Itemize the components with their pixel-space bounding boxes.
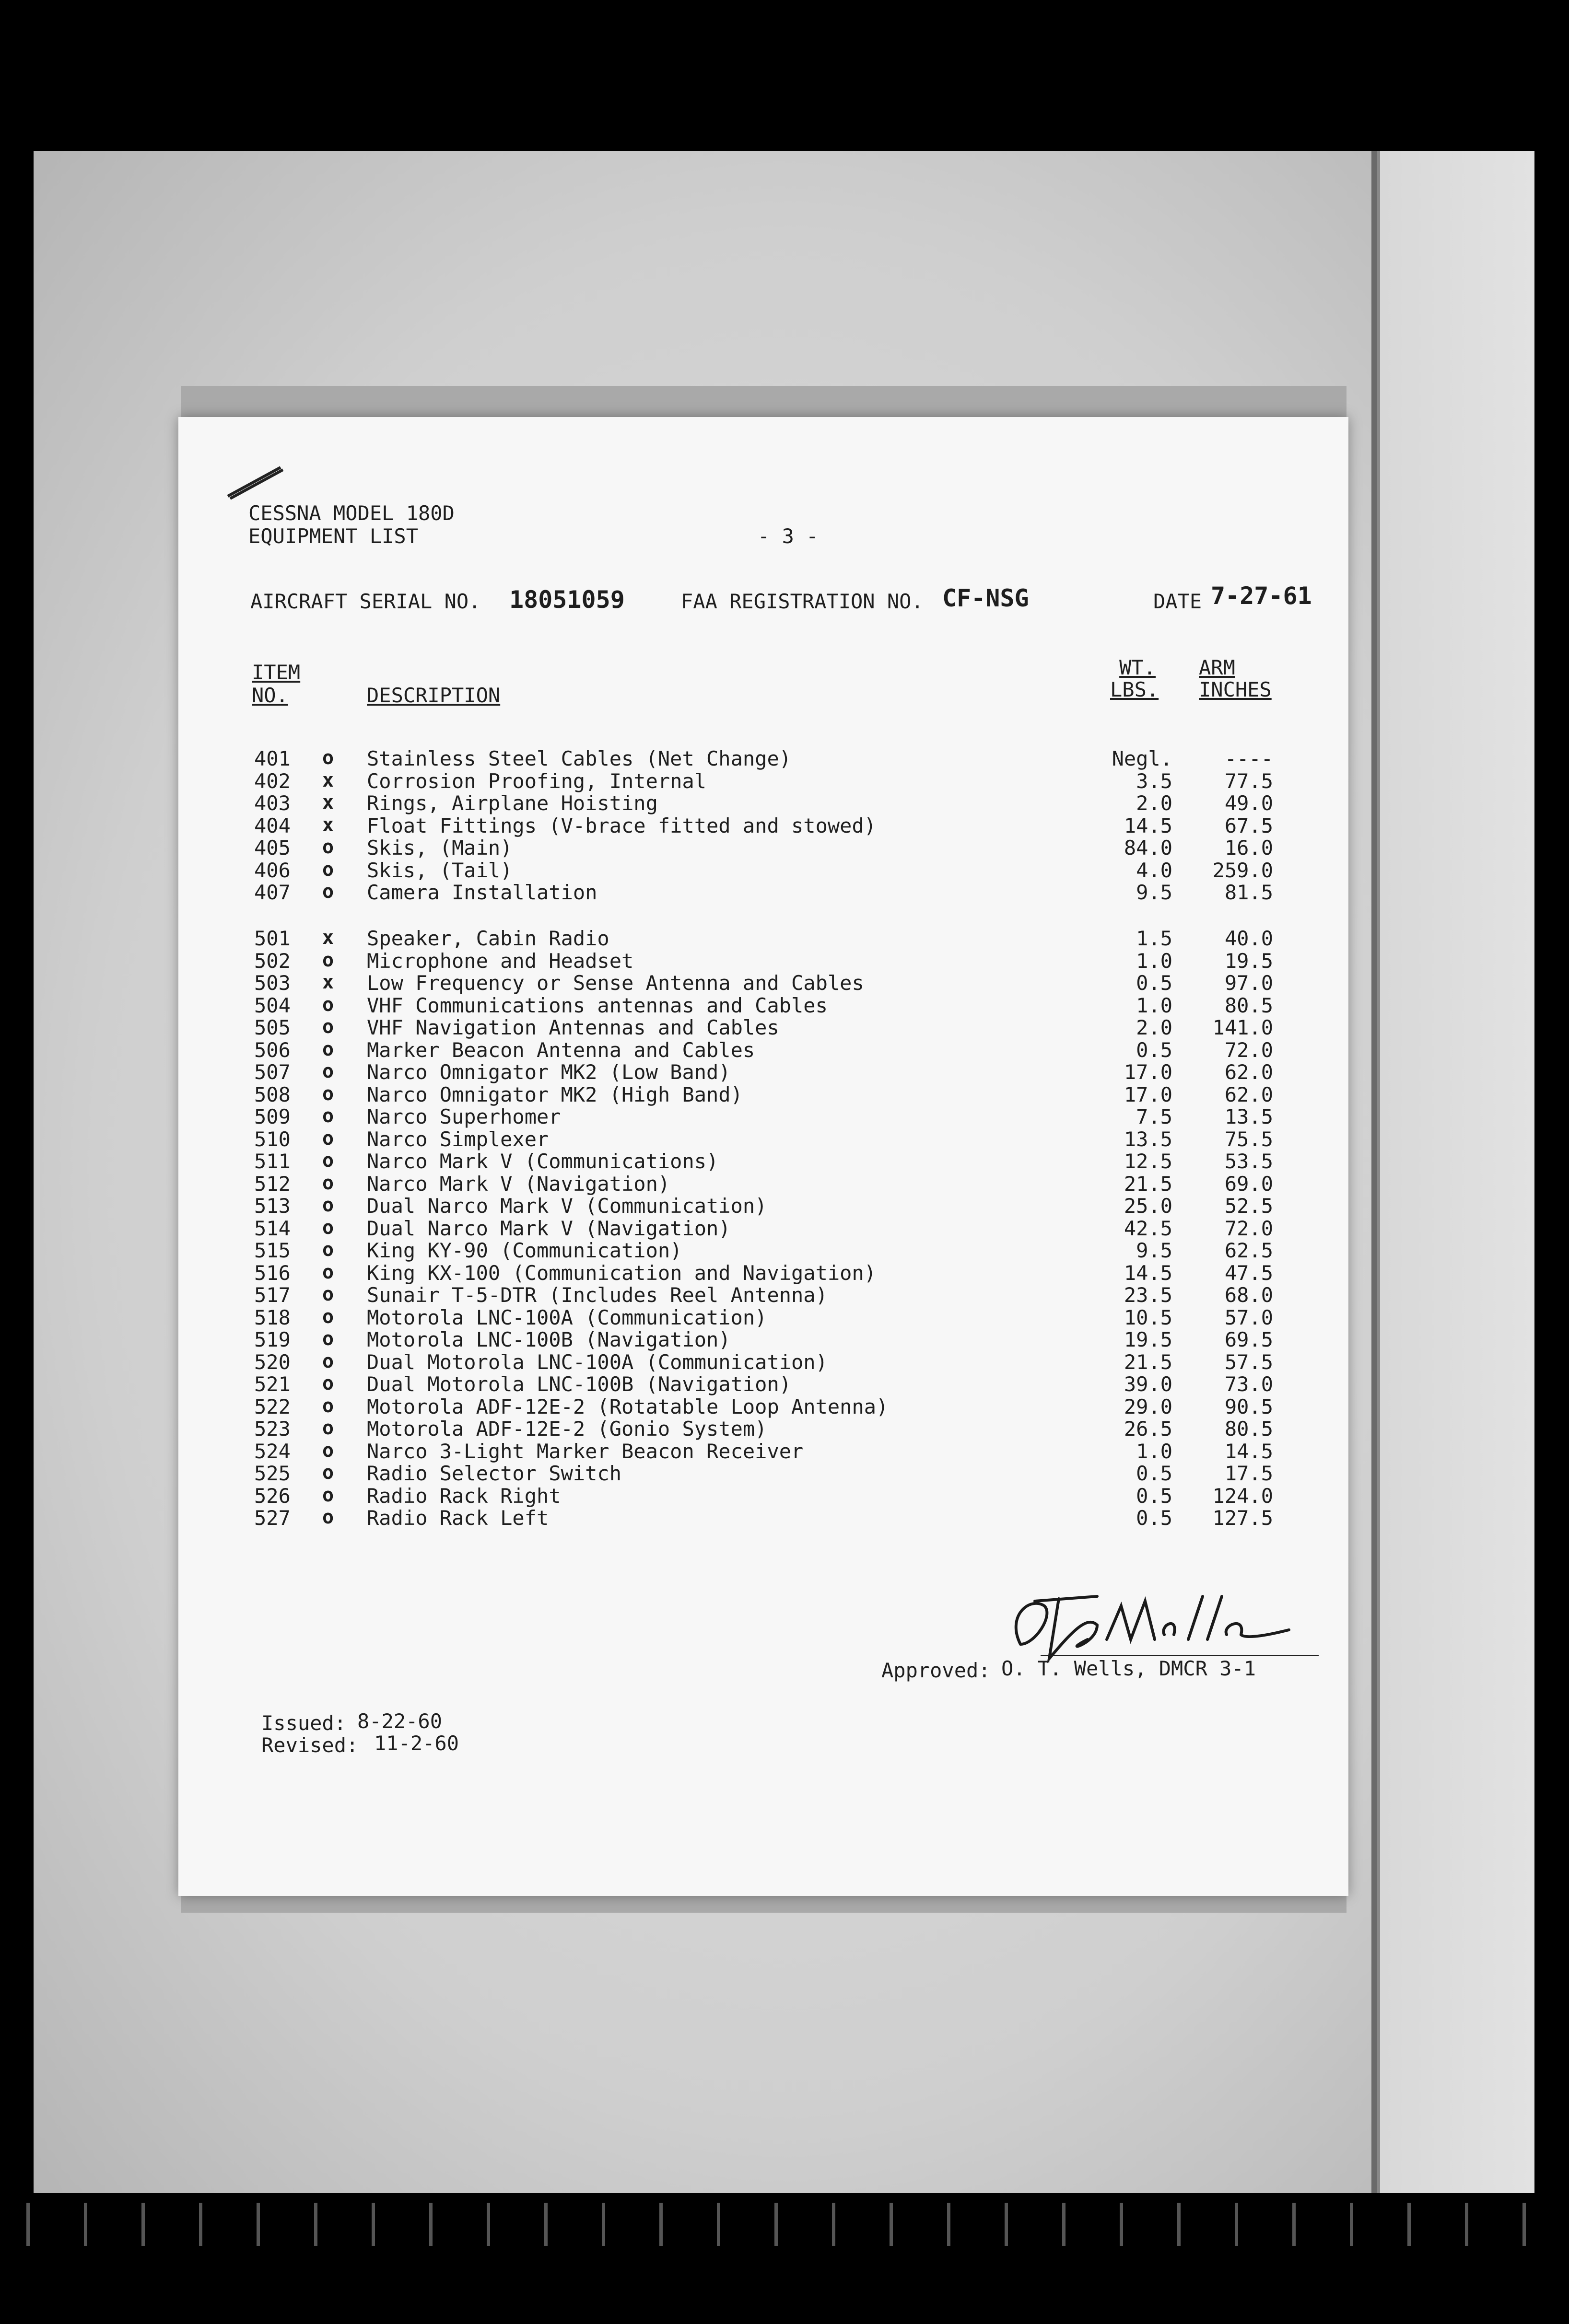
item-arm: ---- bbox=[1224, 747, 1273, 770]
optional-mark: o bbox=[322, 1328, 334, 1350]
item-arm: 19.5 bbox=[1224, 949, 1273, 973]
item-weight: 1.0 bbox=[1136, 993, 1172, 1017]
item-no: 512 bbox=[254, 1172, 291, 1196]
item-weight: 9.5 bbox=[1136, 1239, 1172, 1262]
item-no: 520 bbox=[254, 1350, 291, 1374]
item-no: 407 bbox=[254, 881, 291, 904]
item-no: 510 bbox=[254, 1127, 291, 1151]
item-arm: 124.0 bbox=[1212, 1484, 1273, 1508]
item-no: 509 bbox=[254, 1105, 291, 1128]
col-wt-line2: LBS. bbox=[1110, 678, 1159, 701]
item-weight: 84.0 bbox=[1124, 836, 1172, 860]
optional-mark: o bbox=[322, 1127, 334, 1150]
item-arm: 81.5 bbox=[1224, 881, 1273, 904]
item-no: 513 bbox=[254, 1194, 291, 1218]
item-arm: 90.5 bbox=[1224, 1394, 1273, 1418]
item-arm: 80.5 bbox=[1224, 993, 1273, 1017]
item-weight: 29.0 bbox=[1124, 1394, 1172, 1418]
item-description: Dual Motorola LNC-100B (Navigation) bbox=[367, 1372, 792, 1396]
item-description: King KX-100 (Communication and Navigation) bbox=[367, 1261, 877, 1285]
item-description: Speaker, Cabin Radio bbox=[367, 927, 609, 950]
optional-mark: o bbox=[322, 949, 334, 971]
optional-mark: o bbox=[322, 1150, 334, 1172]
item-description: VHF Communications antennas and Cables bbox=[367, 993, 828, 1017]
optional-mark: o bbox=[322, 747, 334, 769]
item-weight: 14.5 bbox=[1124, 1261, 1172, 1285]
list-title: EQUIPMENT LIST bbox=[248, 524, 419, 548]
item-description: Float Fittings (V-brace fitted and stowed) bbox=[367, 813, 877, 837]
item-no: 522 bbox=[254, 1394, 291, 1418]
item-weight: 10.5 bbox=[1124, 1305, 1172, 1329]
item-weight: 1.0 bbox=[1136, 1439, 1172, 1463]
item-no: 521 bbox=[254, 1372, 291, 1396]
revised-value: 11-2-60 bbox=[374, 1731, 459, 1755]
item-arm: 77.5 bbox=[1224, 769, 1273, 793]
optional-mark: o bbox=[322, 1261, 334, 1283]
required-mark: x bbox=[322, 927, 334, 949]
item-arm: 62.0 bbox=[1224, 1060, 1273, 1084]
optional-mark: o bbox=[322, 1417, 334, 1439]
item-no: 507 bbox=[254, 1060, 291, 1084]
item-arm: 73.0 bbox=[1224, 1372, 1273, 1396]
item-description: Sunair T-5-DTR (Includes Reel Antenna) bbox=[367, 1283, 828, 1307]
item-description: Stainless Steel Cables (Net Change) bbox=[367, 747, 792, 770]
required-mark: x bbox=[322, 791, 334, 813]
item-no: 519 bbox=[254, 1328, 291, 1351]
col-item-line1: ITEM bbox=[252, 661, 301, 684]
item-arm: 72.0 bbox=[1224, 1038, 1273, 1062]
optional-mark: o bbox=[322, 1283, 334, 1305]
item-weight: 21.5 bbox=[1124, 1350, 1172, 1374]
item-description: Marker Beacon Antenna and Cables bbox=[367, 1038, 755, 1062]
item-weight: 17.0 bbox=[1124, 1060, 1172, 1084]
item-weight: 7.5 bbox=[1136, 1105, 1172, 1128]
item-weight: 19.5 bbox=[1124, 1328, 1172, 1351]
item-no: 524 bbox=[254, 1439, 291, 1463]
optional-mark: o bbox=[322, 1394, 334, 1417]
item-description: Low Frequency or Sense Antenna and Cables bbox=[367, 971, 864, 995]
item-weight: 0.5 bbox=[1136, 1462, 1172, 1485]
item-arm: 16.0 bbox=[1224, 836, 1273, 860]
item-weight: 0.5 bbox=[1136, 1484, 1172, 1508]
optional-mark: o bbox=[322, 881, 334, 903]
item-arm: 52.5 bbox=[1224, 1194, 1273, 1218]
item-no: 525 bbox=[254, 1462, 291, 1485]
item-no: 405 bbox=[254, 836, 291, 860]
optional-mark: o bbox=[322, 1305, 334, 1328]
item-weight: Negl. bbox=[1112, 747, 1172, 770]
signature-line bbox=[1041, 1655, 1319, 1656]
optional-mark: o bbox=[322, 1439, 334, 1462]
item-arm: 97.0 bbox=[1224, 971, 1273, 995]
item-weight: 39.0 bbox=[1124, 1372, 1172, 1396]
item-arm: 62.5 bbox=[1224, 1239, 1273, 1262]
optional-mark: o bbox=[322, 1038, 334, 1060]
item-weight: 17.0 bbox=[1124, 1082, 1172, 1106]
item-no: 401 bbox=[254, 747, 291, 770]
item-weight: 2.0 bbox=[1136, 1016, 1172, 1039]
item-no: 406 bbox=[254, 858, 291, 882]
paper-clip-mark bbox=[225, 463, 288, 501]
item-description: Narco Simplexer bbox=[367, 1127, 549, 1151]
item-description: Corrosion Proofing, Internal bbox=[367, 769, 707, 793]
revised-label: Revised: bbox=[261, 1733, 359, 1757]
approver-name: O. T. Wells, DMCR 3-1 bbox=[1001, 1657, 1256, 1680]
item-no: 501 bbox=[254, 927, 291, 950]
required-mark: x bbox=[322, 813, 334, 836]
film-frame-top bbox=[0, 0, 1569, 144]
optional-mark: o bbox=[322, 1082, 334, 1105]
item-arm: 72.0 bbox=[1224, 1216, 1273, 1240]
item-no: 404 bbox=[254, 813, 291, 837]
item-no: 515 bbox=[254, 1239, 291, 1262]
item-arm: 67.5 bbox=[1224, 813, 1273, 837]
item-no: 506 bbox=[254, 1038, 291, 1062]
item-weight: 2.0 bbox=[1136, 791, 1172, 815]
item-no: 504 bbox=[254, 993, 291, 1017]
date-label: DATE bbox=[1153, 590, 1202, 613]
col-wt-line1: WT. bbox=[1119, 656, 1156, 679]
item-arm: 49.0 bbox=[1224, 791, 1273, 815]
item-description: Skis, (Tail) bbox=[367, 858, 513, 882]
item-arm: 69.5 bbox=[1224, 1328, 1273, 1351]
film-sprocket-strip bbox=[0, 2203, 1569, 2246]
page-number: - 3 - bbox=[758, 524, 819, 548]
optional-mark: o bbox=[322, 1462, 334, 1484]
item-arm: 69.0 bbox=[1224, 1172, 1273, 1196]
col-description: DESCRIPTION bbox=[367, 684, 501, 707]
item-arm: 141.0 bbox=[1212, 1016, 1273, 1039]
item-no: 503 bbox=[254, 971, 291, 995]
item-arm: 75.5 bbox=[1224, 1127, 1273, 1151]
item-weight: 9.5 bbox=[1136, 881, 1172, 904]
item-description: Narco Superhomer bbox=[367, 1105, 561, 1128]
item-no: 514 bbox=[254, 1216, 291, 1240]
item-weight: 23.5 bbox=[1124, 1283, 1172, 1307]
item-weight: 13.5 bbox=[1124, 1127, 1172, 1151]
optional-mark: o bbox=[322, 1216, 334, 1239]
item-no: 517 bbox=[254, 1283, 291, 1307]
item-no: 516 bbox=[254, 1261, 291, 1285]
registration-value: CF-NSG bbox=[942, 584, 1029, 612]
item-arm: 53.5 bbox=[1224, 1150, 1273, 1173]
item-description: King KY-90 (Communication) bbox=[367, 1239, 682, 1262]
item-arm: 127.5 bbox=[1212, 1506, 1273, 1530]
item-no: 511 bbox=[254, 1150, 291, 1173]
item-no: 526 bbox=[254, 1484, 291, 1508]
optional-mark: o bbox=[322, 1194, 334, 1216]
item-no: 508 bbox=[254, 1082, 291, 1106]
item-description: Narco Omnigator MK2 (Low Band) bbox=[367, 1060, 731, 1084]
optional-mark: o bbox=[322, 1105, 334, 1127]
item-description: Motorola ADF-12E-2 (Gonio System) bbox=[367, 1417, 767, 1441]
item-description: Microphone and Headset bbox=[367, 949, 634, 973]
optional-mark: o bbox=[322, 858, 334, 881]
item-description: Dual Motorola LNC-100A (Communication) bbox=[367, 1350, 828, 1374]
item-description: Radio Rack Right bbox=[367, 1484, 561, 1508]
date-value: 7-27-61 bbox=[1211, 582, 1312, 610]
issued-value: 8-22-60 bbox=[357, 1709, 443, 1733]
item-arm: 62.0 bbox=[1224, 1082, 1273, 1106]
item-arm: 80.5 bbox=[1224, 1417, 1273, 1441]
item-arm: 17.5 bbox=[1224, 1462, 1273, 1485]
item-description: Motorola ADF-12E-2 (Rotatable Loop Antenna) bbox=[367, 1394, 889, 1418]
item-weight: 42.5 bbox=[1124, 1216, 1172, 1240]
item-weight: 14.5 bbox=[1124, 813, 1172, 837]
item-weight: 12.5 bbox=[1124, 1150, 1172, 1173]
item-description: Dual Narco Mark V (Navigation) bbox=[367, 1216, 731, 1240]
required-mark: x bbox=[322, 769, 334, 791]
item-no: 403 bbox=[254, 791, 291, 815]
optional-mark: o bbox=[322, 836, 334, 858]
item-description: Dual Narco Mark V (Communication) bbox=[367, 1194, 767, 1218]
item-arm: 57.0 bbox=[1224, 1305, 1273, 1329]
optional-mark: o bbox=[322, 1372, 334, 1394]
item-weight: 4.0 bbox=[1136, 858, 1172, 882]
approved-label: Approved: bbox=[881, 1659, 991, 1682]
item-weight: 21.5 bbox=[1124, 1172, 1172, 1196]
item-arm: 68.0 bbox=[1224, 1283, 1273, 1307]
item-arm: 47.5 bbox=[1224, 1261, 1273, 1285]
item-description: Motorola LNC-100A (Communication) bbox=[367, 1305, 767, 1329]
optional-mark: o bbox=[322, 1172, 334, 1194]
optional-mark: o bbox=[322, 1350, 334, 1372]
serial-value: 18051059 bbox=[509, 586, 625, 614]
registration-label: FAA REGISTRATION NO. bbox=[681, 590, 924, 613]
item-description: Camera Installation bbox=[367, 881, 597, 904]
item-weight: 3.5 bbox=[1136, 769, 1172, 793]
item-no: 523 bbox=[254, 1417, 291, 1441]
col-item-line2: NO. bbox=[252, 684, 288, 707]
item-arm: 40.0 bbox=[1224, 927, 1273, 950]
backing-board-right-panel bbox=[1376, 151, 1534, 2193]
item-no: 505 bbox=[254, 1016, 291, 1039]
item-arm: 14.5 bbox=[1224, 1439, 1273, 1463]
item-arm: 57.5 bbox=[1224, 1350, 1273, 1374]
col-arm-line1: ARM bbox=[1199, 656, 1235, 679]
item-description: Narco Mark V (Communications) bbox=[367, 1150, 719, 1173]
serial-label: AIRCRAFT SERIAL NO. bbox=[250, 590, 481, 613]
required-mark: x bbox=[322, 971, 334, 993]
item-description: Narco 3-Light Marker Beacon Receiver bbox=[367, 1439, 804, 1463]
item-description: Motorola LNC-100B (Navigation) bbox=[367, 1328, 731, 1351]
item-weight: 1.0 bbox=[1136, 949, 1172, 973]
item-weight: 1.5 bbox=[1136, 927, 1172, 950]
item-no: 518 bbox=[254, 1305, 291, 1329]
item-description: VHF Navigation Antennas and Cables bbox=[367, 1016, 779, 1039]
item-weight: 25.0 bbox=[1124, 1194, 1172, 1218]
backing-board-divider bbox=[1371, 151, 1377, 2193]
item-no: 527 bbox=[254, 1506, 291, 1530]
model-title: CESSNA MODEL 180D bbox=[248, 501, 455, 525]
issued-label: Issued: bbox=[261, 1711, 347, 1735]
item-description: Rings, Airplane Hoisting bbox=[367, 791, 658, 815]
item-weight: 0.5 bbox=[1136, 971, 1172, 995]
item-arm: 259.0 bbox=[1212, 858, 1273, 882]
optional-mark: o bbox=[322, 1506, 334, 1528]
optional-mark: o bbox=[322, 1016, 334, 1038]
item-weight: 0.5 bbox=[1136, 1038, 1172, 1062]
item-weight: 0.5 bbox=[1136, 1506, 1172, 1530]
item-description: Narco Omnigator MK2 (High Band) bbox=[367, 1082, 743, 1106]
item-description: Narco Mark V (Navigation) bbox=[367, 1172, 670, 1196]
item-description: Radio Selector Switch bbox=[367, 1462, 622, 1485]
item-description: Skis, (Main) bbox=[367, 836, 513, 860]
optional-mark: o bbox=[322, 1060, 334, 1082]
item-arm: 13.5 bbox=[1224, 1105, 1273, 1128]
item-weight: 26.5 bbox=[1124, 1417, 1172, 1441]
optional-mark: o bbox=[322, 1484, 334, 1506]
optional-mark: o bbox=[322, 1239, 334, 1261]
item-no: 402 bbox=[254, 769, 291, 793]
item-no: 502 bbox=[254, 949, 291, 973]
item-description: Radio Rack Left bbox=[367, 1506, 549, 1530]
col-arm-line2: INCHES bbox=[1199, 678, 1272, 701]
optional-mark: o bbox=[322, 993, 334, 1016]
